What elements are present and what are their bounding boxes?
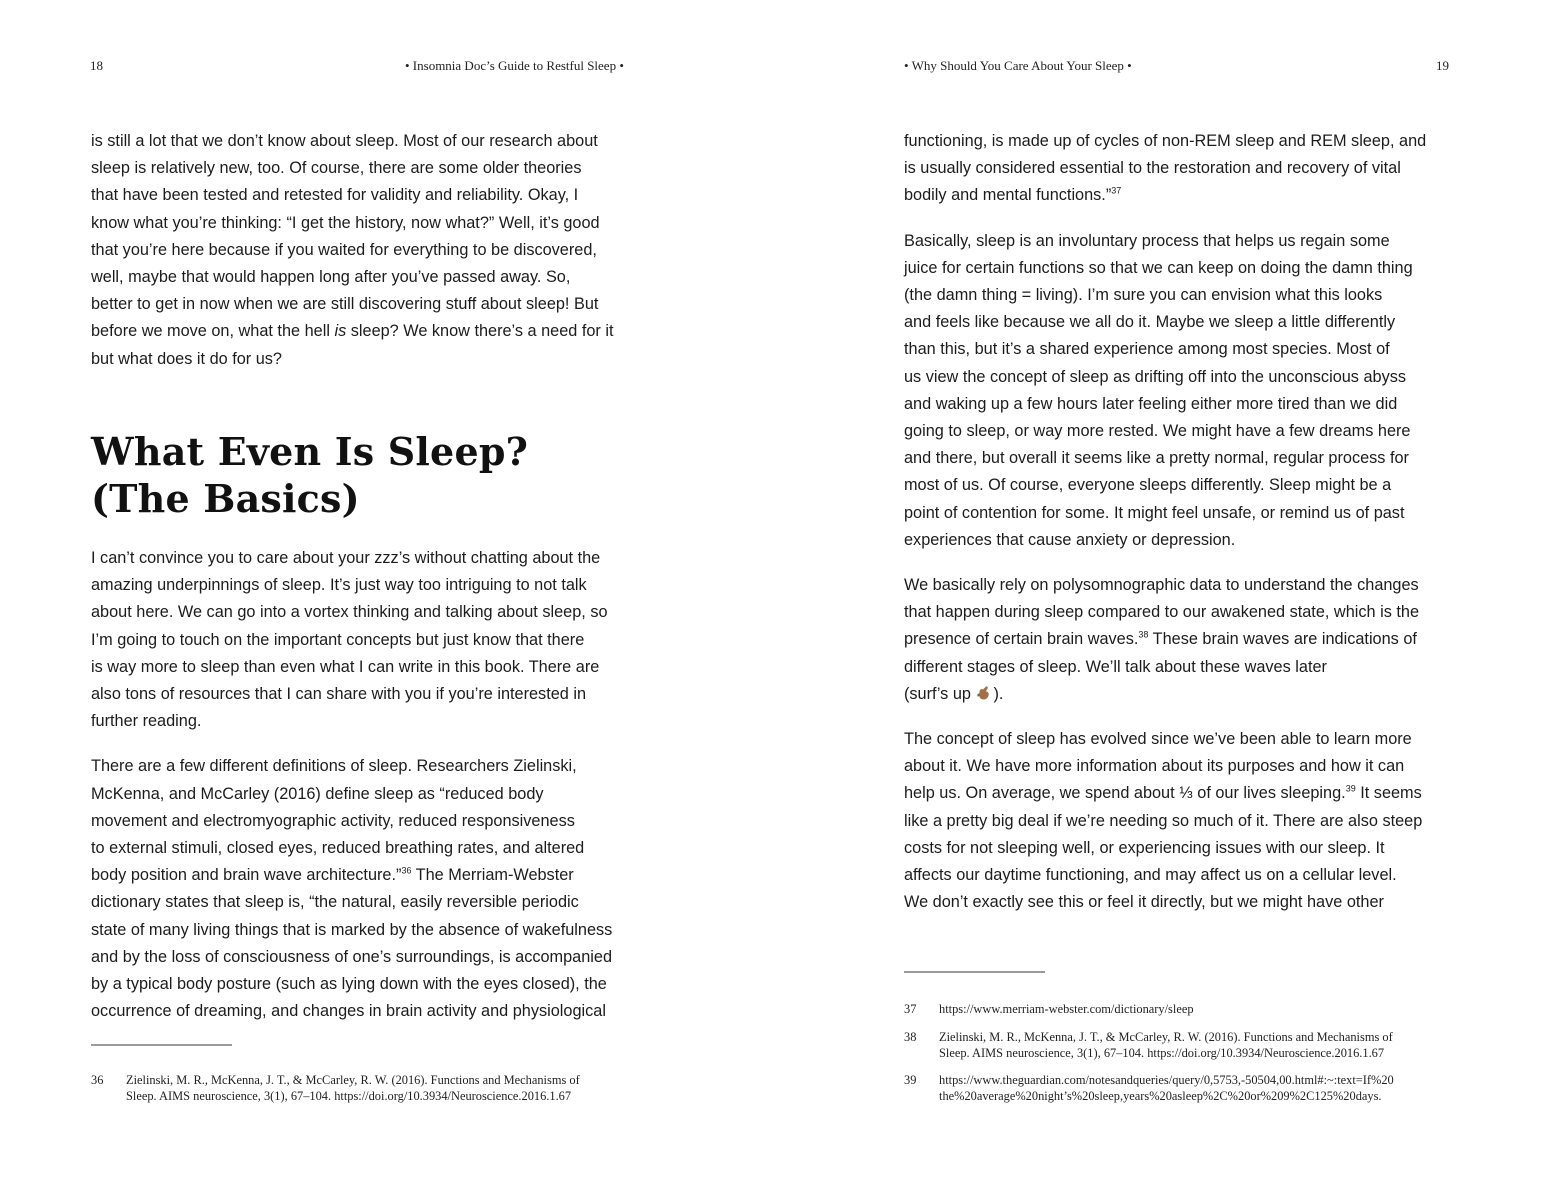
text-line: movement and electromyographic activity, reduced responsiveness (91, 811, 575, 830)
text-line: The concept of sleep has evolved since we’ve been able to learn more (904, 730, 1412, 749)
text-line: but what does it do for us? (91, 349, 282, 368)
footnote-37 (904, 1001, 1484, 1017)
text-line: that have been tested and retested for validity and reliability. Okay, I (91, 186, 579, 205)
emphasis-text: is (334, 322, 347, 341)
text-line: bodily and mental functions.”$^{37}$ (904, 185, 1122, 205)
section-heading-line-1: What Even Is Sleep? (91, 429, 529, 474)
footnote-link[interactable]: https://www.theguardian.com/notesandqueries/query/0,5753,-50504,00.html#:~:text=If%20 (939, 1073, 1394, 1087)
running-head-right: • Why Should You Care About Your Sleep • (904, 58, 1132, 73)
footnote-number: 38 (904, 1030, 917, 1044)
text-line: better to get in now when we are still discovering stuff about sleep! But (91, 295, 599, 314)
text-line: help us. On average, we spend about ⅓ of our lives sleeping.$^{39}$ It seems (904, 784, 1422, 803)
text-line: is way more to sleep than even what I can write in this book. There are (91, 657, 600, 676)
text-line: affects our daytime functioning, and may affect us on a cellular level. (904, 866, 1397, 885)
text-line: than this, but it’s a shared experience among most species. Most of (904, 340, 1390, 359)
left-page (0, 0, 770, 1191)
footnote-36 (91, 1072, 651, 1104)
text-line: to external stimuli, closed eyes, reduced breathing rates, and altered (91, 839, 585, 858)
left-intro-paragraph (91, 128, 651, 373)
text-line: juice for certain functions so that we can keep on doing the damn thing (904, 258, 1413, 277)
text-line: about it. We have more information about its purposes and how it can (904, 757, 1405, 776)
text-line: and waking up a few hours later feeling either more tired than we did (904, 394, 1398, 413)
text-line: is still a lot that we don’t know about sleep. Most of our research about (91, 132, 598, 150)
footnote-text-line: Zielinski, M. R., McKenna, J. T., & McCarley, R. W. (2016). Functions and Mechanisms of (939, 1030, 1393, 1044)
text-line: occurrence of dreaming, and changes in brain activity and physiological (91, 1002, 606, 1021)
text-line: functioning, is made up of cycles of non-REM sleep and REM sleep, and (904, 132, 1427, 150)
text-line: further reading. (91, 712, 202, 731)
page-number-left: 18 (90, 58, 103, 73)
text-line: sleep is relatively new, too. Of course, there are some older theories (91, 159, 582, 178)
footnote-text-line: Sleep. AIMS neuroscience, 3(1), 67–104. https://doi.org/10.3934/Neuroscience.2016.1.67 (939, 1046, 1385, 1060)
page-number-right: 19 (1436, 58, 1449, 73)
text-line: state of many living things that is marked by the absence of wakefulness (91, 920, 613, 939)
text-line: most of us. Of course, everyone sleeps differently. Sleep might be a (904, 476, 1392, 495)
footnote-ref-39: 39 (1345, 784, 1356, 795)
text-line: amazing underpinnings of sleep. It’s just way too intriguing to not talk (91, 576, 587, 595)
text-line: I’m going to touch on the important concepts but just know that there (91, 630, 585, 649)
footnote-rule-left (91, 1044, 232, 1046)
text-line: like a pretty big deal if we’re needing so much of it. There are also steep (904, 811, 1423, 830)
section-heading (91, 428, 651, 522)
text-line: about here. We can go into a vortex thinking and talking about sleep, so (91, 603, 608, 622)
footnote-number: 37 (904, 1002, 917, 1016)
text-line: experiences that cause anxiety or depression. (904, 530, 1236, 549)
text-line: that happen during sleep compared to our awakened state, which is the (904, 603, 1419, 622)
running-head-left: • Insomnia Doc’s Guide to Restful Sleep • (405, 58, 624, 73)
footnote-text-line: Zielinski, M. R., McKenna, J. T., & McCarley, R. W. (2016). Functions and Mechanisms of (126, 1073, 580, 1087)
call-me-hand-emoji-icon (975, 684, 993, 702)
text-line: and there, but overall it seems like a pretty normal, regular process for (904, 449, 1409, 468)
footnote-number: 36 (91, 1073, 104, 1087)
text-line: We basically rely on polysomnographic data to understand the changes (904, 576, 1419, 595)
right-body-paragraphs (904, 128, 1484, 916)
text-line: us view the concept of sleep as drifting off into the unconscious abyss (904, 367, 1406, 386)
footnote-38 (904, 1029, 1484, 1061)
footnote-39 (904, 1072, 1494, 1104)
text-line: We don’t exactly see this or feel it directly, but we might have other (904, 893, 1384, 912)
text-line: is usually considered essential to the restoration and recovery of vital (904, 159, 1401, 178)
text-line: Basically, sleep is an involuntary process that helps us regain some (904, 231, 1390, 250)
text-line: different stages of sleep. We’ll talk about these waves later (904, 657, 1327, 676)
footnote-number: 39 (904, 1073, 917, 1087)
text-line: presence of certain brain waves.$^{38}$ These brain waves are indications of (904, 630, 1417, 649)
text-line: well, maybe that would happen long after you’ve passed away. So, (91, 268, 571, 287)
text-line: also tons of resources that I can share with you if you’re interested in (91, 685, 587, 704)
text-line: know what you’re thinking: “I get the history, now what?” Well, it’s good (91, 213, 600, 232)
text-line: McKenna, and McCarley (2016) define sleep as “reduced body (91, 784, 544, 803)
footnote-ref-37: 37 (1111, 185, 1122, 196)
text-line: costs for not sleeping well, or experiencing issues with our sleep. It (904, 838, 1385, 857)
text-line: (surf’s up ). (904, 684, 1004, 703)
text-line: point of contention for some. It might feel unsafe, or remind us of past (904, 503, 1405, 522)
text-line: going to sleep, or way more rested. We might have a few dreams here (904, 422, 1411, 441)
left-body-paragraphs (91, 545, 651, 1025)
footnote-ref-38: 38 (1138, 630, 1149, 641)
text-line: (the damn thing = living). I’m sure you can envision what this looks (904, 286, 1383, 305)
text-line: that you’re here because if you waited for everything to be discovered, (91, 240, 597, 259)
footnote-link[interactable]: https://www.merriam-webster.com/dictionary/sleep (939, 1002, 1194, 1016)
section-heading-line-2: (The Basics) (91, 476, 360, 521)
text-line: There are a few different definitions of sleep. Researchers Zielinski, (91, 757, 577, 776)
text-line: before we move on, what the hell is sleep? We know there’s a need for it (91, 322, 614, 341)
footnote-link[interactable]: the%20average%20night’s%20sleep,years%20asleep%2C%20or%209%2C125%20days. (939, 1089, 1382, 1103)
footnote-ref-36: 36 (401, 865, 412, 876)
footnote-rule-right (904, 971, 1045, 973)
text-line: body position and brain wave architecture.”$^{36}$ The Merriam-Webster (91, 865, 574, 885)
text-line: dictionary states that sleep is, “the natural, easily reversible periodic (91, 893, 579, 912)
text-line: and feels like because we all do it. Maybe we sleep a little differently (904, 313, 1396, 332)
text-line: I can’t convince you to care about your zzz’s without chatting about the (91, 549, 601, 567)
right-page (770, 0, 1541, 1191)
footnote-text-line: Sleep. AIMS neuroscience, 3(1), 67–104. https://doi.org/10.3934/Neuroscience.2016.1.67 (126, 1089, 572, 1103)
text-line: by a typical body posture (such as lying down with the eyes closed), the (91, 975, 607, 994)
text-line: and by the loss of consciousness of one’s surroundings, is accompanied (91, 947, 613, 966)
